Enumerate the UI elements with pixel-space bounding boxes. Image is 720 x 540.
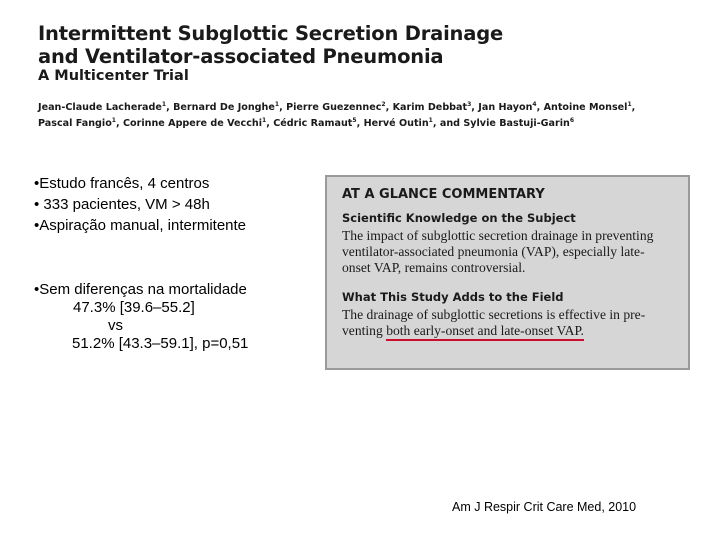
- author-affiliation: 1: [627, 100, 632, 108]
- mortality-findings: [34, 281, 248, 353]
- author-name: Corinne Appere de Vecchi: [122, 118, 262, 129]
- author-affiliation: 1: [428, 116, 433, 124]
- bullet-item: •Estudo francês, 4 centros: [34, 175, 210, 192]
- glance-section-1-text: [342, 228, 687, 276]
- author-affiliation: 6: [569, 116, 575, 124]
- author-name: Karim Debbat: [392, 102, 468, 113]
- author-conjunction: and: [439, 118, 461, 129]
- paper-title: [38, 22, 678, 68]
- author-name: Cédric Ramaut: [273, 118, 353, 129]
- study-bullets: [34, 173, 246, 236]
- glance-heading: AT A GLANCE COMMENTARY: [342, 187, 545, 202]
- paper-title-line-1: Intermittent Subglottic Secretion Drainage: [38, 22, 503, 45]
- author-name: Pascal Fangio: [38, 118, 112, 129]
- glance-text-line: onset VAP, remains controversial.: [342, 260, 526, 275]
- author-affiliation: 1: [161, 100, 167, 108]
- highlighted-conclusion: both early-onset and late-onset VAP.: [386, 323, 584, 341]
- author-affiliation: 5: [352, 116, 357, 124]
- author-name: Bernard De Jonghe: [173, 102, 275, 113]
- findings-heading: •Sem diferenças na mortalidade: [34, 281, 247, 298]
- author-name: Sylvie Bastuji-Garin: [463, 118, 570, 129]
- glance-commentary-box: [325, 175, 690, 370]
- author-name: Pierre Guezennec: [286, 102, 382, 113]
- author-affiliation: 1: [274, 100, 280, 108]
- mortality-value-intervention: 47.3% [39.6–55.2]: [73, 299, 195, 316]
- author-name: Antoine Monsel: [543, 102, 628, 113]
- glance-section-2-title: What This Study Adds to the Field: [342, 290, 564, 304]
- author-affiliation: 1: [262, 116, 267, 124]
- author-affiliation: 3: [467, 100, 472, 108]
- bullet-item: • 333 pacientes, VM > 48h: [34, 196, 210, 213]
- bullet-item: •Aspiração manual, intermitente: [34, 217, 247, 234]
- author-line-2: Pascal Fangio$^1$, Corinne Appere de Vecchi$^1$, Cédric Ramaut$^5$, Hervé Outin$^1$, and Sylvie Bastuji-Garin$^6$: [38, 116, 575, 129]
- glance-section-1-title: Scientific Knowledge on the Subject: [342, 211, 576, 225]
- glance-text-prefix: venting: [342, 323, 387, 338]
- author-affiliation: 2: [381, 100, 386, 108]
- citation: Am J Respir Crit Care Med, 2010: [452, 500, 637, 514]
- paper-subtitle: A Multicenter Trial: [38, 68, 189, 84]
- glance-section-2-text: [342, 307, 687, 339]
- author-name: Hervé Outin: [363, 118, 429, 129]
- glance-text-line: The impact of subglottic secretion drainage in preventing: [342, 228, 654, 243]
- glance-text-line: The drainage of subglottic secretions is effective in pre-: [342, 307, 646, 322]
- glance-text-line: ventilator-associated pneumonia (VAP), especially late-: [342, 244, 645, 259]
- glance-text-line: [342, 323, 687, 339]
- author-name: Jan Hayon: [478, 102, 533, 113]
- glance-content: [342, 187, 687, 339]
- author-affiliation: 1: [111, 116, 116, 124]
- mortality-value-control: 51.2% [43.3–59.1], p=0,51: [72, 335, 249, 352]
- author-name: Jean-Claude Lacherade: [38, 102, 162, 113]
- author-affiliation: 4: [532, 100, 537, 108]
- paper-title-line-2: and Ventilator-associated Pneumonia: [38, 45, 444, 68]
- versus-label: vs: [108, 317, 123, 334]
- author-list: [38, 100, 678, 132]
- author-line-1: Jean-Claude Lacherade$^1$, Bernard De Jonghe$^1$, Pierre Guezennec$^2$, Karim Debbat$^3$, Jan Hayon$^4$, Antoine Monsel$^1$,: [38, 100, 636, 113]
